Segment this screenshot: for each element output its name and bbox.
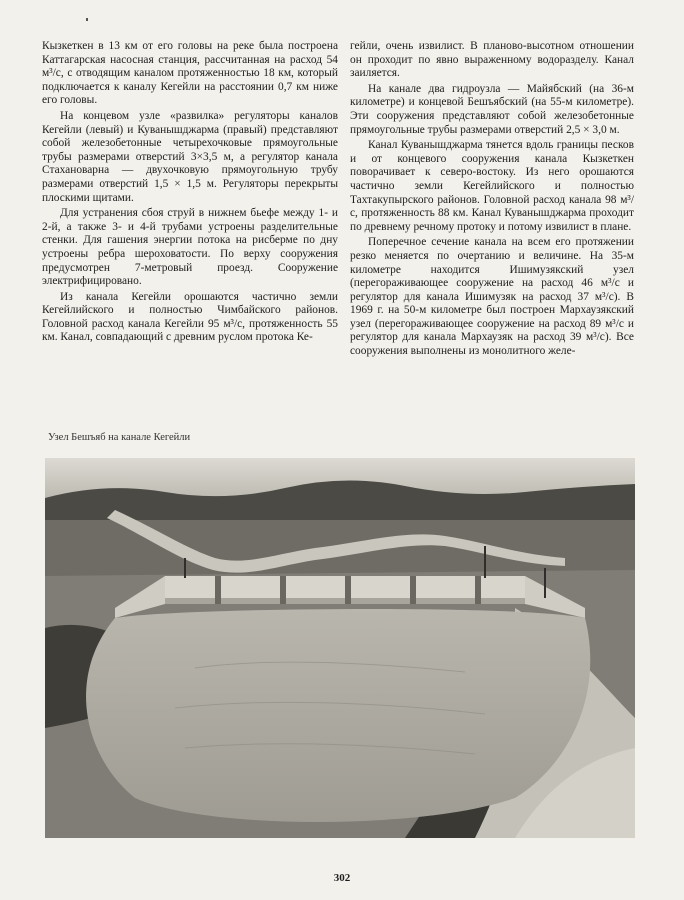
photo-caption: Узел Бешъяб на канале Кегейли: [48, 432, 191, 443]
paragraph: Поперечное сечение канала на всем его протяжении резко меняется по очертанию и величине. На 35-м километре находится Ишимузякский узел (перегораживающее сооружение на расход 46 м³/с и регулятор для канала Ишимузяк на расход 37 м³/с). В 1969 г. на 50-м километре был построен Мархаузякский узел (перегораживающее сооружение на расход 89 м³/с и регулятор для канала Мархаузяк на расход 39 м³/с). Все сооружения выполнены из монолитного желе-: [350, 236, 634, 358]
paragraph: Канал Куванышджарма тянется вдоль границы песков и от концевого сооружения канала Кызкеткен поворачивает к северо-востоку. Из него орошаются частично земли Кегейлийского и полностью Тахтакупырского районов. Головной расход канала 98 м³/с, протяженность 88 км. Канал Куванышджарма проходит по древнему речному протоку и потому извилист в плане.: [350, 139, 634, 233]
paragraph: гейли, очень извилист. В планово-высотном отношении он проходит по явно выраженному водоразделу. Канал заиляется.: [350, 40, 634, 80]
paragraph: Кызкеткен в 13 км от его головы на реке была построена Каттагарская насосная станция, рассчитанная на расход 54 м³/с, с отводящим каналом протяженностью 18 км, который подключается к каналу Кегейли на расстоянии 0,7 км ниже его головы.: [42, 40, 338, 107]
left-text-column: [42, 40, 338, 347]
paragraph: На концевом узле «развилка» регуляторы каналов Кегейли (левый) и Куванышджарма (правый) представляют собой железобетонные четырехочковые прямоугольные трубы размерами отверстий 3×3,5 м, а регулятор канала Стахановарна — двухочковую прямоугольную трубу размерами отверстий 1,5 × 1,5 м. Регуляторы перекрыты плоскими щитами.: [42, 109, 338, 204]
print-speck: [86, 18, 88, 21]
right-text-column: [350, 40, 634, 361]
canal-structure-photo: [45, 458, 635, 838]
paragraph: Из канала Кегейли орошаются частично земли Кегейлийского и полностью Чимбайского районов. Головной расход канала Кегейли 95 м³/с, протяженность 55 км. Канал, совпадающий с древним руслом протока Ке-: [42, 290, 338, 344]
paragraph: Для устранения сбоя струй в нижнем бьефе между 1- и 2-й, а также 3- и 4-й трубами устроены разделительные стенки. Для гашения энергии потока на рисберме по дну устроены ребра шероховатости. По верху сооружения предусмотрен 7-метровый проезд. Сооружение электрифицировано.: [42, 207, 338, 288]
photo-illustration: [45, 458, 635, 838]
page-number: 302: [333, 872, 351, 884]
paragraph: На канале два гидроузла — Майябский (на 36-м километре) и концевой Бешъябский (на 55-м километре). Эти сооружения представляют собой железобетонные прямоугольные трубы размерами отверстий 2,5 × 3,0 м.: [350, 82, 634, 136]
